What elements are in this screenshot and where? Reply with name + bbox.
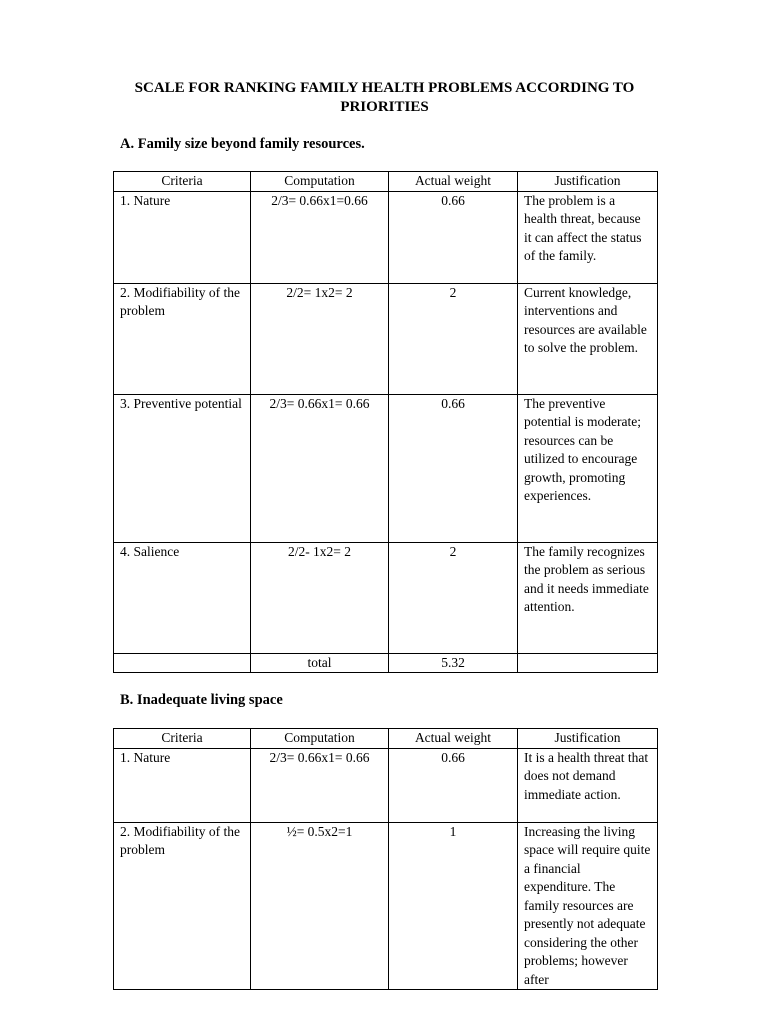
computation-cell: ½= 0.5x2=1 [251,822,389,990]
computation-cell: 2/3= 0.66x1= 0.66 [251,394,389,542]
criteria-cell: 3. Preventive potential [114,394,251,542]
computation-cell: 2/3= 0.66x1=0.66 [251,191,389,283]
justification-cell: Current knowledge, interventions and resources are available to solve the problem. [518,283,658,394]
header-justification: Justification [518,172,658,192]
weight-cell: 0.66 [389,394,518,542]
header-computation: Computation [251,172,389,192]
page-title: SCALE FOR RANKING FAMILY HEALTH PROBLEMS ACCORDING TO PRIORITIES [134,80,635,115]
table-row [114,542,658,653]
justification-cell: It is a health threat that does not demand immediate action. [518,748,658,822]
justification-cell: Increasing the living space will require quite a financial expenditure. The family resources are presently not adequate considering the other problems; however after [518,822,658,990]
header-justification: Justification [518,729,658,749]
header-criteria: Criteria [114,172,251,192]
header-actual-weight: Actual weight [389,172,518,192]
weight-cell: 0.66 [389,748,518,822]
table-row [114,394,658,542]
table-row [114,748,658,822]
criteria-cell: 1. Nature [114,191,251,283]
section-b-heading: B. Inadequate living space [120,692,283,708]
weight-cell: 2 [389,283,518,394]
table-header-row [114,172,658,192]
criteria-cell: 2. Modifiability of the problem [114,283,251,394]
table-row [114,191,658,283]
criteria-cell: 2. Modifiability of the problem [114,822,251,990]
justification-cell: The problem is a health threat, because it can affect the status of the family. [518,191,658,283]
computation-cell: 2/2- 1x2= 2 [251,542,389,653]
table-row [114,283,658,394]
table-row [114,822,658,990]
empty-cell [518,653,658,673]
header-actual-weight: Actual weight [389,729,518,749]
justification-cell: The preventive potential is moderate; resources can be utilized to encourage growth, promoting experiences. [518,394,658,542]
empty-cell [114,653,251,673]
priority-table-a [113,171,658,673]
header-computation: Computation [251,729,389,749]
table-header-row [114,729,658,749]
criteria-cell: 1. Nature [114,748,251,822]
weight-cell: 0.66 [389,191,518,283]
weight-cell: 1 [389,822,518,990]
weight-cell: 2 [389,542,518,653]
total-label: total [251,653,389,673]
total-value: 5.32 [389,653,518,673]
justification-cell: The family recognizes the problem as serious and it needs immediate attention. [518,542,658,653]
computation-cell: 2/2= 1x2= 2 [251,283,389,394]
criteria-cell: 4. Salience [114,542,251,653]
computation-cell: 2/3= 0.66x1= 0.66 [251,748,389,822]
section-a-heading: A. Family size beyond family resources. [120,136,365,152]
priority-table-b [113,728,658,990]
total-row [114,653,658,673]
header-criteria: Criteria [114,729,251,749]
